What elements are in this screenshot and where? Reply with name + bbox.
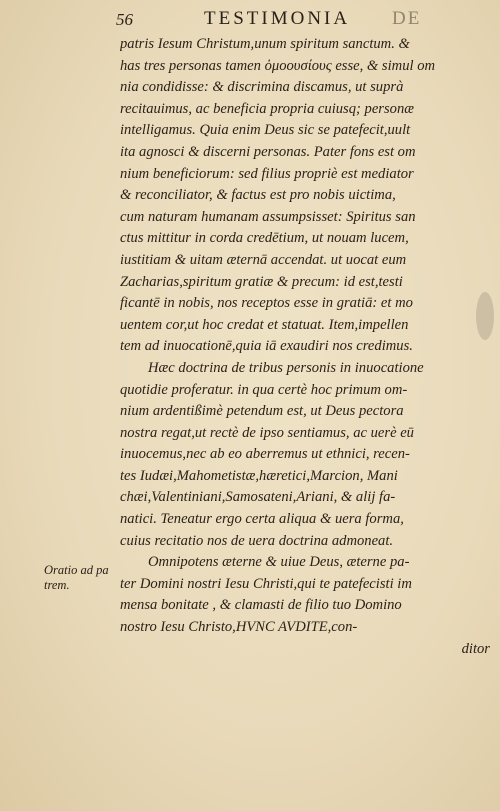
text-line: tes Iudæi,Mahometistæ,hæretici,Marcion, Mani [120, 467, 398, 484]
text-line: Zacharias,spiritum gratiæ & precum: id est,testi [120, 273, 403, 290]
page-number: 56 [116, 10, 133, 29]
text-line: nium beneficiorum: sed filius propriè est mediator [120, 165, 414, 182]
text-line: natici. Teneatur ergo certa aliqua & uera forma, [120, 511, 404, 528]
text-line: nia condidisse: & discrimina discamus, ut suprà [120, 79, 404, 96]
text-line: nostro Iesu Christo,HVNC AVDITE,con- [120, 619, 358, 636]
text-line: nostra regat,ut rectè de ipso sentiamus, ac uerè eū [120, 424, 414, 441]
page-header [116, 6, 496, 32]
text-line: quotidie proferatur. in qua certè hoc primum om- [120, 381, 408, 398]
text-line: ctus mittitur in corda credētium, ut nouam lucem, [120, 230, 409, 247]
text-line: ter Domini nostri Iesu Christi,qui te patefecisti im [120, 575, 412, 592]
text-line: tem ad inuocationē,quia iā exaudiri nos credimus. [120, 338, 413, 355]
text-line: inuocemus,nec ab eo aberremus ut ethnici, recen- [120, 446, 410, 463]
running-title-bleed: DE [392, 8, 422, 29]
margin-note: Oratio ad pa trem. [44, 563, 109, 592]
text-line: iustitiam & uitam æternā accendat. ut uocat eum [120, 251, 407, 268]
text-line: cum naturam humanam assumpsisset: Spiritus san [120, 208, 416, 225]
main-text-block [120, 34, 490, 660]
text-line: chæi,Valentiniani,Samosateni,Ariani, & alij fa- [120, 489, 396, 506]
text-line: ficantē in nobis, nos receptos esse in gratiā: et mo [120, 295, 413, 312]
text-line: patris Iesum Christum,unum spiritum sanctum. & [120, 36, 410, 52]
text-line: has tres personas tamen ὁμοουσίους esse, & simul om [120, 57, 436, 74]
catchword-line: ditor [461, 640, 490, 657]
text-line: mensa bonitate , & clamasti de filio tuo Domino [120, 597, 402, 614]
text-line: recitauimus, ac beneficia propria cuiusq; personæ [120, 100, 414, 117]
paragraph-start-line: Hæc doctrina de tribus personis in inuocatione [148, 359, 424, 376]
running-title: TESTIMONIA [204, 8, 351, 29]
text-line: cuius recitatio nos de uera doctrina admoneat. [120, 532, 394, 549]
text-line: intelligamus. Quia enim Deus sic se patefecit,uult [120, 122, 411, 139]
text-line: ita agnosci & discerni personas. Pater fons est om [120, 143, 416, 160]
text-line: nium ardentißimè petendum est, ut Deus pectora [120, 403, 404, 420]
text-line: & reconciliator, & factus est pro nobis uictima, [120, 187, 396, 204]
prayer-start-line: Omnipotens æterne & uiue Deus, æterne pa- [148, 554, 410, 571]
text-line: uentem cor,ut hoc credat et statuat. Item,impellen [120, 316, 409, 333]
